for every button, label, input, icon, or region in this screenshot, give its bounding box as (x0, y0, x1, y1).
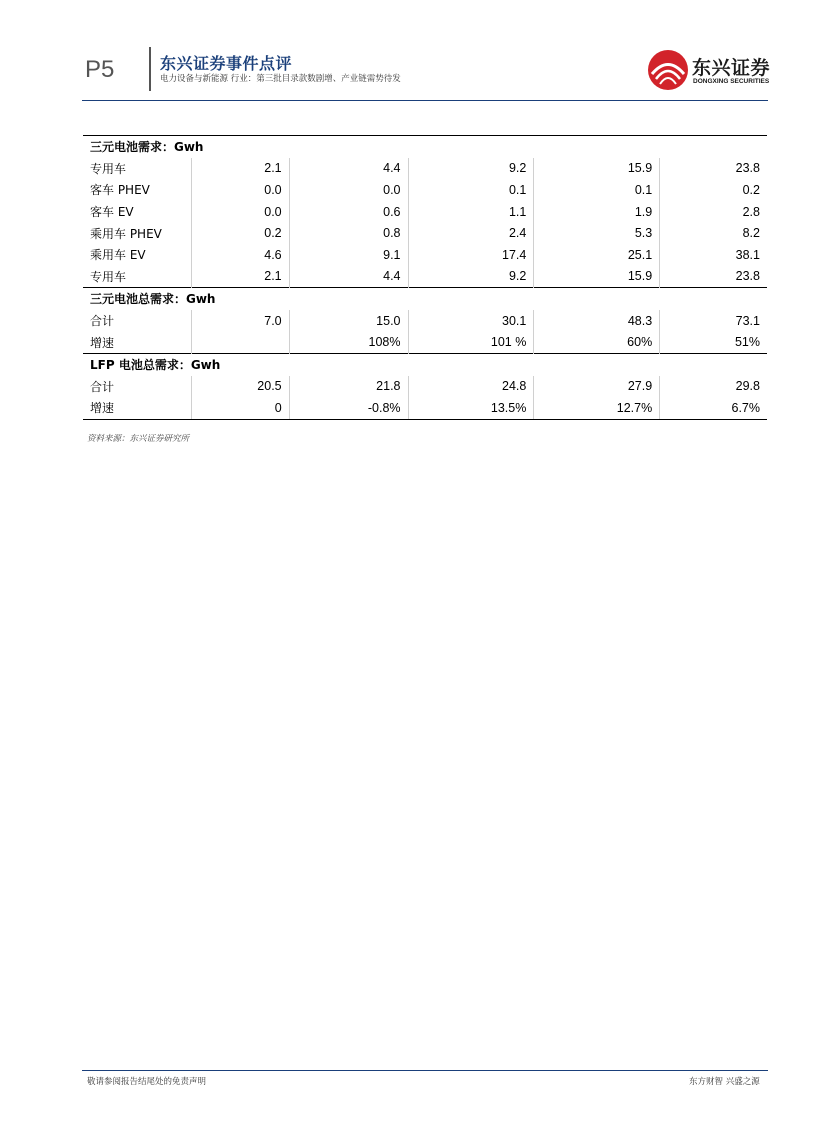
table-cell: 0.8 (289, 222, 408, 244)
table-cell: 0.0 (191, 179, 289, 201)
table-cell: 1.9 (534, 201, 660, 223)
table-cell: 7.0 (191, 310, 289, 332)
table-cell: 9.1 (289, 244, 408, 266)
table-cell: 2.1 (191, 266, 289, 288)
row-label: 乘用车 EV (83, 244, 191, 266)
table-cell: 38.1 (735, 247, 760, 262)
report-title: 东兴证券事件点评 (160, 54, 293, 73)
row-label: 客车 PHEV (83, 179, 191, 201)
table-cell: 15.9 (534, 158, 660, 180)
table-cell: 15.9 (534, 266, 660, 288)
table-cell: 24.8 (408, 376, 534, 398)
header-rule (82, 100, 768, 101)
table-row (83, 310, 767, 332)
table-cell: 8.2 (742, 226, 760, 241)
table-cell: 73.1 (735, 313, 760, 328)
table-cell: 29.8 (735, 379, 760, 394)
table-cell: 101 % (408, 331, 534, 353)
table-cell: 0.0 (289, 179, 408, 201)
row-label: 专用车 (83, 266, 191, 288)
table-cell: 0.6 (289, 201, 408, 223)
table-cell: 1.1 (408, 201, 534, 223)
table-cell: 12.7% (534, 397, 660, 419)
row-label: 增速 (83, 331, 191, 353)
section-title: LFP 电池总需求：Gwh (83, 353, 767, 375)
table-cell: 13.5% (408, 397, 534, 419)
table-cell: 51% (734, 335, 760, 350)
table-cell: 9.2 (408, 266, 534, 288)
table-cell: 0.2 (742, 182, 760, 197)
table-row (83, 376, 767, 398)
table-cell: 2.1 (191, 158, 289, 180)
logo-text: 东兴证券 (692, 57, 771, 79)
row-label: 合计 (83, 376, 191, 398)
table-cell: 0 (191, 397, 289, 419)
footer-disclaimer: 敬请参阅报告结尾处的免责声明 (87, 1077, 207, 1087)
footer-rule (82, 1070, 768, 1071)
report-subtitle: 电力设备与新能源 行业：第三批目录款数剧增、产业链需势待发 (160, 74, 401, 84)
page-number: P5 (85, 56, 115, 83)
table-row (83, 222, 767, 244)
header-divider (149, 47, 151, 91)
table-cell: -0.8% (289, 397, 408, 419)
table-cell: 21.8 (289, 376, 408, 398)
section-header-row (83, 288, 767, 310)
table-cell: 2.4 (408, 222, 534, 244)
table-cell: 0.1 (408, 179, 534, 201)
table-cell: 23.8 (735, 269, 760, 284)
table-cell: 4.4 (289, 266, 408, 288)
table-cell: 2.8 (742, 204, 760, 219)
table-cell: 5.3 (534, 222, 660, 244)
table-cell: 6.7% (660, 397, 767, 419)
row-label: 合计 (83, 310, 191, 332)
section-title: 三元电池需求：Gwh (83, 136, 767, 158)
table-cell (191, 331, 289, 353)
table-cell: 30.1 (408, 310, 534, 332)
row-label: 增速 (83, 397, 191, 419)
table-row (83, 179, 767, 201)
table-cell: 27.9 (534, 376, 660, 398)
section-title: 三元电池总需求：Gwh (83, 288, 767, 310)
table-cell: 15.0 (289, 310, 408, 332)
table-cell: 108% (289, 331, 408, 353)
table-cell: 48.3 (534, 310, 660, 332)
table-cell: 4.6 (191, 244, 289, 266)
table-cell: 9.2 (408, 158, 534, 180)
table-row (83, 331, 767, 353)
table-row (83, 158, 767, 180)
table-cell: 4.4 (289, 158, 408, 180)
table-row (83, 244, 767, 266)
battery-demand-table (83, 135, 767, 420)
table-cell: 25.1 (534, 244, 660, 266)
row-label: 乘用车 PHEV (83, 222, 191, 244)
table-cell: 0.1 (534, 179, 660, 201)
table-cell: 23.8 (735, 161, 760, 176)
row-label: 客车 EV (83, 201, 191, 223)
table-row (83, 201, 767, 223)
section-header-row (83, 136, 767, 158)
table-cell: 0.0 (191, 201, 289, 223)
logo-subtext: DONGXING SECURITIES (693, 78, 770, 85)
table-cell: 20.5 (191, 376, 289, 398)
table-cell: 17.4 (408, 244, 534, 266)
source-note: 资料来源：东兴证券研究所 (87, 434, 190, 444)
table-cell: 60% (534, 331, 660, 353)
section-header-row (83, 353, 767, 375)
row-label: 专用车 (83, 158, 191, 180)
footer-slogan: 东方财智 兴盛之源 (689, 1077, 760, 1087)
table-cell: 0.2 (191, 222, 289, 244)
table-row (83, 397, 767, 419)
table-row (83, 266, 767, 288)
